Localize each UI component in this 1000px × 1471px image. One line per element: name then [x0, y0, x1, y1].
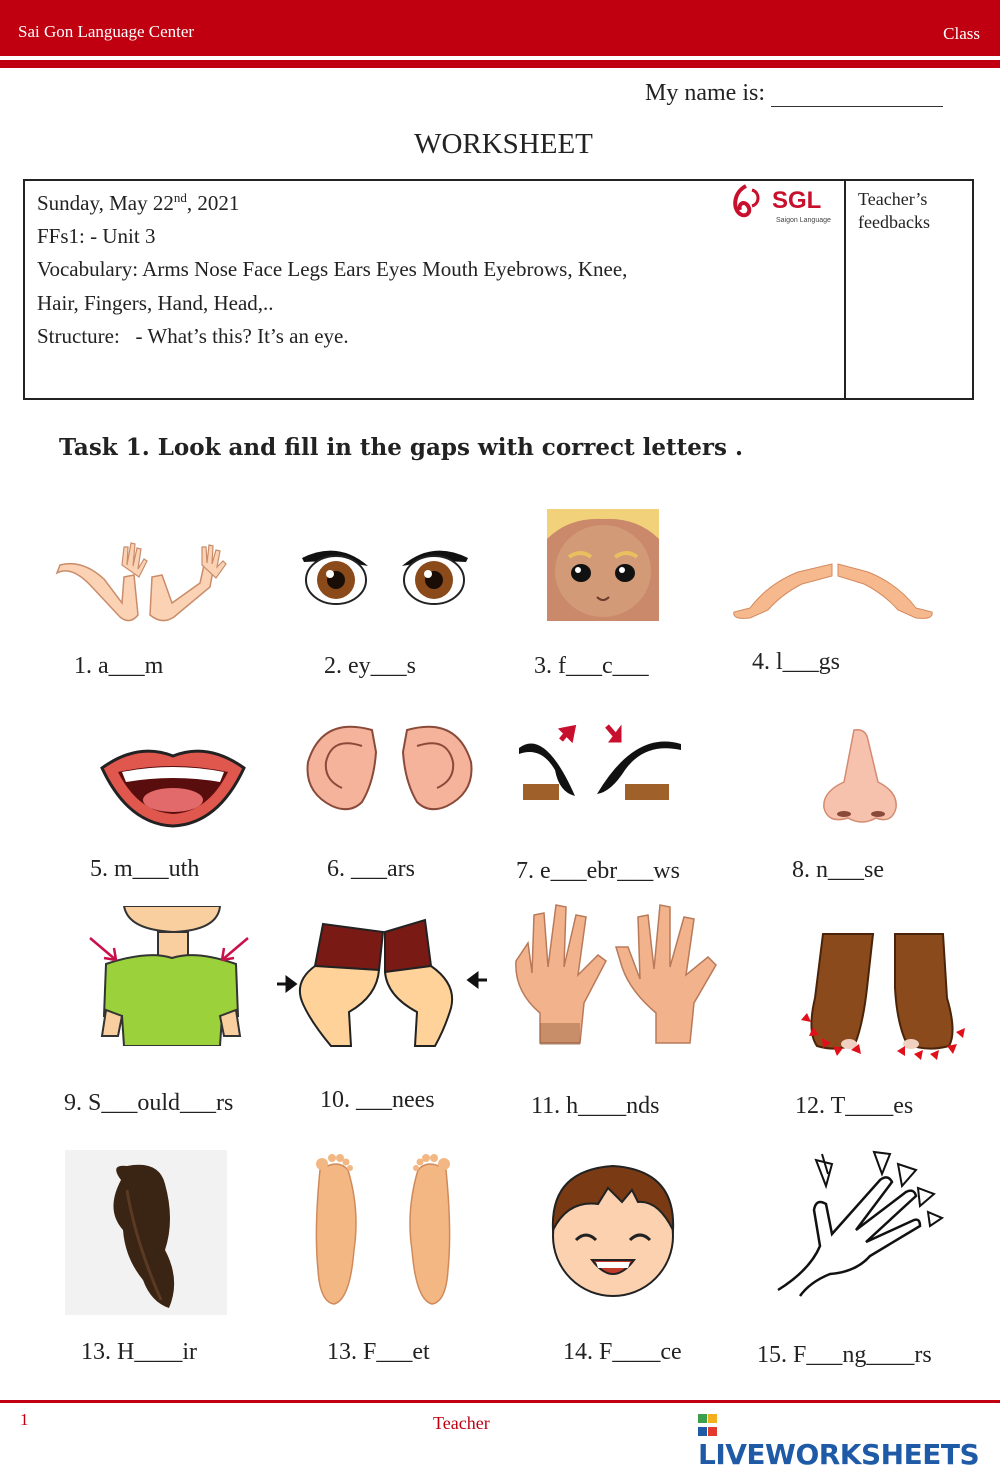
name-prompt: My name is: — [645, 80, 765, 106]
eyes-picture — [298, 540, 473, 614]
liveworksheets-brand: LIVEWORKSHEETS — [698, 1438, 980, 1471]
footer-rule — [0, 1400, 1000, 1403]
center-name: Sai Gon Language Center — [18, 22, 195, 41]
item-5-label[interactable]: 5. m___uth — [90, 856, 200, 882]
worksheet-title: WORKSHEET — [414, 128, 593, 160]
logo-sub: Saigon Language — [776, 217, 831, 224]
item-3-label[interactable]: 3. f___c___ — [534, 653, 649, 679]
item-11-label[interactable]: 11. h____nds — [531, 1093, 660, 1119]
item-14-label[interactable]: 14. F____ce — [563, 1339, 682, 1365]
info-date: Sunday, May 22nd, 2021 — [37, 190, 240, 215]
item-2-label[interactable]: 2. ey___s — [324, 653, 416, 679]
name-field — [645, 80, 943, 107]
feet-picture — [298, 1150, 468, 1314]
task1-title: Task 1. Look and fill in the gaps with correct letters . — [59, 434, 743, 461]
ears-picture — [302, 722, 477, 821]
item-12-label[interactable]: 12. T____es — [795, 1093, 914, 1119]
logo-brand: SGL — [772, 187, 822, 214]
liveworksheets-logo[interactable] — [698, 1405, 1000, 1471]
name-blank[interactable] — [771, 84, 943, 107]
hair-picture — [65, 1150, 227, 1319]
happy-face-picture — [548, 1160, 678, 1304]
nose-picture — [818, 726, 903, 830]
info-unit: FFs1: - Unit 3 — [37, 224, 156, 248]
item-8-label[interactable]: 8. n___se — [792, 857, 884, 883]
face-picture — [547, 509, 659, 625]
item-9-label[interactable]: 9. S___ould___rs — [64, 1090, 234, 1116]
hands-picture — [510, 903, 730, 1052]
teacher-feedback-label: Teacher’s feedbacks — [858, 189, 930, 232]
sgl-logo — [730, 178, 840, 230]
page-number: 1 — [20, 1410, 29, 1429]
info-structure: Structure: - What’s this? It’s an eye. — [37, 324, 349, 348]
item-4-label[interactable]: 4. l___gs — [752, 649, 841, 675]
item-6-label[interactable]: 6. ___ars — [327, 856, 415, 882]
header-rule — [0, 60, 1000, 68]
info-vocab-2: Hair, Fingers, Hand, Head,.. — [37, 291, 274, 315]
class-label: Class — [943, 24, 980, 43]
teacher-label: Teacher — [433, 1413, 490, 1433]
liveworksheets-icon — [698, 1410, 720, 1436]
info-divider — [844, 179, 846, 400]
item-7-label[interactable]: 7. e___ebr___ws — [516, 858, 680, 884]
item-13-label[interactable]: 13. H____ir — [81, 1339, 197, 1365]
arms-picture — [52, 535, 227, 634]
item-10-label[interactable]: 10. ___nees — [320, 1087, 435, 1113]
fingers-picture — [770, 1150, 950, 1304]
item-13b-label[interactable]: 13. F___et — [327, 1339, 430, 1365]
item-15-label[interactable]: 15. F___ng____rs — [757, 1342, 932, 1368]
shoulders-picture — [88, 906, 253, 1050]
item-1-label[interactable]: 1. a___m — [74, 653, 164, 679]
eyebrows-picture — [515, 722, 685, 806]
mouth-picture — [98, 738, 248, 832]
toes-picture — [797, 928, 972, 1077]
knees-picture — [275, 912, 490, 1051]
legs-picture — [728, 558, 938, 627]
info-vocab-1: Vocabulary: Arms Nose Face Legs Ears Eyes Mouth Eyebrows, Knee, — [37, 257, 628, 281]
